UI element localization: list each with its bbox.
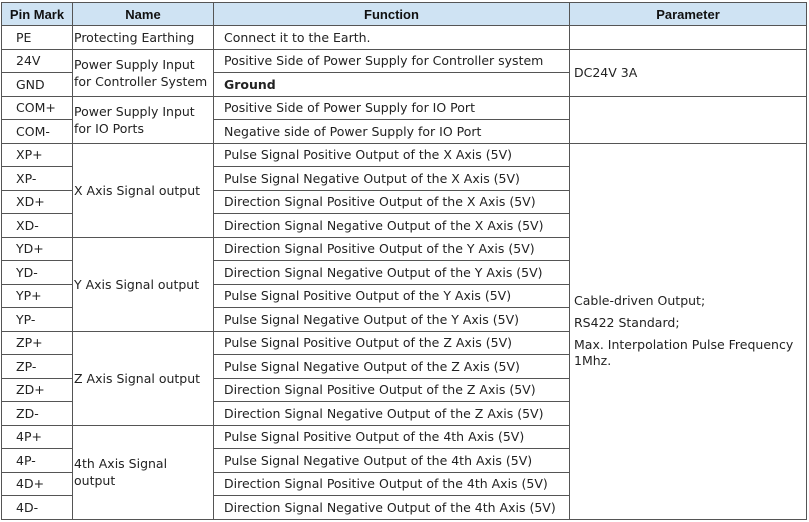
pin-function: Pulse Signal Positive Output of the Y Axis (5V) xyxy=(214,284,570,308)
pin-function: Direction Signal Positive Output of the 4th Axis (5V) xyxy=(214,472,570,496)
pin-function: Direction Signal Negative Output of the Z Axis (5V) xyxy=(214,402,570,426)
header-function: Function xyxy=(214,3,570,26)
table-row xyxy=(2,143,807,167)
pin-function: Pulse Signal Positive Output of the X Axis (5V) xyxy=(214,143,570,167)
pin-name: 4th Axis Signal output xyxy=(73,425,214,519)
pin-mark: XP+ xyxy=(2,143,73,167)
pin-function: Pulse Signal Positive Output of the Z Axis (5V) xyxy=(214,331,570,355)
pin-mark: ZP+ xyxy=(2,331,73,355)
pin-function: Direction Signal Positive Output of the X Axis (5V) xyxy=(214,190,570,214)
pin-name: Y Axis Signal output xyxy=(73,237,214,331)
pin-mark: ZP- xyxy=(2,355,73,379)
pin-function: Direction Signal Negative Output of the Y Axis (5V) xyxy=(214,261,570,285)
parameter-empty xyxy=(570,96,807,143)
table-row xyxy=(2,49,807,73)
pin-mark: COM- xyxy=(2,120,73,144)
pin-function: Ground xyxy=(214,73,570,97)
pin-mark: GND xyxy=(2,73,73,97)
pin-name: Power Supply Input for Controller System xyxy=(73,49,214,96)
table-row xyxy=(2,96,807,120)
pin-function: Pulse Signal Negative Output of the 4th Axis (5V) xyxy=(214,449,570,473)
parameter-line: RS422 Standard; xyxy=(574,315,680,330)
table-row xyxy=(2,26,807,50)
pin-function: Negative side of Power Supply for IO Port xyxy=(214,120,570,144)
pin-mark: YP+ xyxy=(2,284,73,308)
pin-function: Direction Signal Negative Output of the X Axis (5V) xyxy=(214,214,570,238)
parameter-line: Max. Interpolation Pulse Frequency 1Mhz. xyxy=(574,337,794,368)
pin-function: Pulse Signal Negative Output of the X Axis (5V) xyxy=(214,167,570,191)
header-pin-mark: Pin Mark xyxy=(2,3,73,26)
pin-mark: COM+ xyxy=(2,96,73,120)
pin-mark: 24V xyxy=(2,49,73,73)
parameter-signal-lines xyxy=(574,293,804,369)
pin-function: Direction Signal Negative Output of the 4th Axis (5V) xyxy=(214,496,570,520)
parameter-line: Cable-driven Output; xyxy=(574,293,706,308)
header-parameter: Parameter xyxy=(570,3,807,26)
pin-mark: 4D- xyxy=(2,496,73,520)
pin-function: Pulse Signal Positive Output of the 4th Axis (5V) xyxy=(214,425,570,449)
header-row xyxy=(2,3,807,26)
pin-mark: ZD- xyxy=(2,402,73,426)
pin-mark: PE xyxy=(2,26,73,50)
pin-mark: ZD+ xyxy=(2,378,73,402)
pin-function: Pulse Signal Negative Output of the Z Axis (5V) xyxy=(214,355,570,379)
pin-mark: 4D+ xyxy=(2,472,73,496)
pin-mark: XD- xyxy=(2,214,73,238)
pin-mark: 4P- xyxy=(2,449,73,473)
pin-definition-table xyxy=(1,2,807,520)
pin-function: Pulse Signal Negative Output of the Y Axis (5V) xyxy=(214,308,570,332)
pin-mark: XP- xyxy=(2,167,73,191)
pin-name: Z Axis Signal output xyxy=(73,331,214,425)
pin-function: Positive Side of Power Supply for Controller system xyxy=(214,49,570,73)
parameter-empty xyxy=(570,26,807,50)
pin-name: Power Supply Input for IO Ports xyxy=(73,96,214,143)
pin-function: Direction Signal Positive Output of the Z Axis (5V) xyxy=(214,378,570,402)
pin-function: Direction Signal Positive Output of the Y Axis (5V) xyxy=(214,237,570,261)
pin-mark: YP- xyxy=(2,308,73,332)
pin-mark: XD+ xyxy=(2,190,73,214)
pin-function: Positive Side of Power Supply for IO Port xyxy=(214,96,570,120)
pin-mark: YD- xyxy=(2,261,73,285)
pin-mark: 4P+ xyxy=(2,425,73,449)
pin-name: Protecting Earthing xyxy=(73,26,214,50)
pin-mark: YD+ xyxy=(2,237,73,261)
parameter-controller-supply: DC24V 3A xyxy=(570,49,807,96)
pin-function: Connect it to the Earth. xyxy=(214,26,570,50)
header-name: Name xyxy=(73,3,214,26)
pin-name: X Axis Signal output xyxy=(73,143,214,237)
parameter-signal-output xyxy=(570,143,807,519)
